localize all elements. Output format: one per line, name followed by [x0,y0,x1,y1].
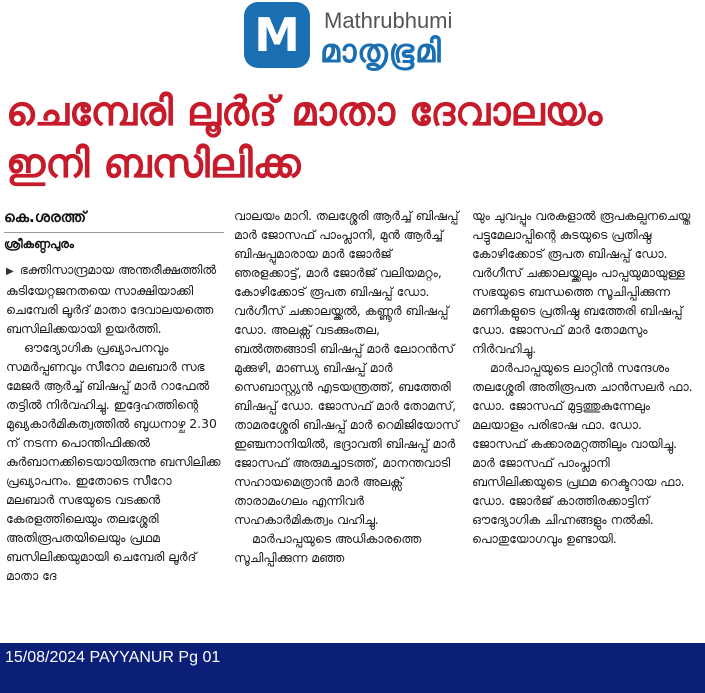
bullet-icon: ▶ [6,266,14,277]
article-column-1 [6,260,221,585]
masthead [244,2,534,76]
article-paragraph: വാലയം മാറി. തലശ്ശേരി ആർച്ച് ബിഷപ്പ് മാർ ജോസഫ് പാംപ്ലാനി, മുൻ ആർച്ച് ബിഷപ്പുമാരായ മാർ ജോർജ് ഞരളക്കാട്ട്, മാർ ജോർജ് വലിയമറ്റം, കോഴിക്കോട് രൂപത ബിഷപ്പ് ഡോ. വർഗീസ് ചക്കാലയ്ക്കൽ, കണ്ണൂർ ബിഷപ്പ് ഡോ. അലക്സ് വടക്കുംതല, ബൽത്തങ്ങാടി ബിഷപ്പ് മാർ ലോറൻസ് മുക്കുഴി, മാണ്ഡ്യ ബിഷപ്പ് മാർ സെബാസ്റ്റ്യൻ എടയന്ത്രത്ത്, ബത്തേരി ബിഷപ്പ് ഡോ. ജോസഫ് മാർ തോമസ്, താമരശ്ശേരി ബിഷപ്പ് മാർ റെമിജിയോസ് ഇഞ്ചനാനിയിൽ, ഭദ്രാവതി ബിഷപ്പ് മാർ ജോസഫ് അരുമച്ചാടത്ത്, മാനന്തവാടി സഹായമെത്രാൻ മാർ അലക്സ് താരാമംഗലം എന്നിവർ സഹകാർമികത്വം വഹിച്ചു. [234,208,459,527]
article-paragraph [6,260,221,338]
footer-bar [0,643,705,693]
article-paragraph: ഔദ്യോഗിക പ്രഖ്യാപനവും സമർപ്പണവും സീറോ മലബാർ സഭ മേജർ ആർച്ച് ബിഷപ്പ് മാർ റാഫേൽ തട്ടിൽ നിർവഹിച്ചു. ഇദ്ദേഹത്തിന്റെ മുഖ്യകാർമികത്വത്തിൽ ബുധനാഴ്ച 2.30 ന് നടന്ന പൊന്തിഫിക്കൽ കുർബാനക്കിടെയായിരുന്നു ബസിലിക്ക പ്രഖ്യാപനം. ഇതോടെ സീറോ മലബാർ സഭയുടെ വടക്കൻ കേരളത്തിലെയും തലശ്ശേരി അതിരൂപതയിലെയും പ്രഥമ ബസിലിക്കയുമായി ചെമ്പേരി ലൂർദ് മാതാ ദേ [6,340,221,583]
article-paragraph: മാർപാപ്പയുടെ ലാറ്റിൻ സന്ദേശം തലശ്ശേരി അതിരൂപത ചാൻസലർ ഫാ. ഡോ. ജോസഫ് മുട്ടത്തുകുന്നേലും മലയാളം പരിഭാഷ ഫാ. ഡോ. ജോസഫ് കക്കാരമറ്റത്തിലും വായിച്ചു. മാർ ജോസഫ് പാംപ്ലാനി ബസിലിക്കയുടെ പ്രഥമ റെക്ടറായ ഫാ. ഡോ. ജോർജ് കാത്തിരക്കാട്ടിന് ഔദ്യോഗിക ചിഹ്നങ്ങളും നൽകി. പൊതുയോഗവും ഉണ്ടായി. [472,360,693,546]
headline-line-1: ചെമ്പേരി ലൂർദ് മാതാ ദേവാലയം [6,89,603,135]
author-name: കെ.ശരത്ത് [4,208,87,226]
byline [4,208,224,252]
dateline-place: ശ്രീകണ്ഠപുരം [4,237,74,251]
brand-name-english: Mathrubhumi [324,8,453,33]
edition-info: 15/08/2024 PAYYANUR Pg 01 [5,649,221,666]
mathrubhumi-logo: M [244,2,310,68]
article-paragraph: മാർപാപ്പയുടെ അധികാരത്തെ സൂചിപ്പിക്കുന്ന മഞ്ഞ [234,531,422,565]
byline-divider [4,232,224,233]
article-paragraph-text: ഭക്തിസാന്ദ്രമായ അന്തരീക്ഷത്തിൽ കുടിയേറ്റജനതയെ സാക്ഷിയാക്കി ചെമ്പേരി ലൂർദ് മാതാ ദേവാലയത്തെ ബസിലിക്കയായി ഉയർത്തി. [6,262,217,336]
headline [6,86,705,190]
article-column-3 [472,206,700,548]
article-column-2 [234,206,460,567]
article-paragraph: യും ചുവപ്പും വരകളാൽ രൂപകല്പനചെയ്ത പട്ടുമേലാപ്പിന്റെ കുടയുടെ പ്രതിഷ്ഠ കോഴിക്കോട് രൂപത ബിഷപ്പ് ഡോ. വർഗീസ് ചക്കാലയ്ക്കലും പാപ്പയുമായുള്ള സഭയുടെ ബന്ധത്തെ സൂചിപ്പിക്കുന്ന മണികളുടെ പ്രതിഷ്ഠ ബത്തേരി ബിഷപ്പ് ഡോ. ജോസഫ് മാർ തോമസും നിർവഹിച്ചു. [472,208,691,356]
brand-name-malayalam: മാതൃഭൂമി [320,32,442,70]
headline-line-2: ഇനി ബസിലിക്ക [6,141,301,187]
